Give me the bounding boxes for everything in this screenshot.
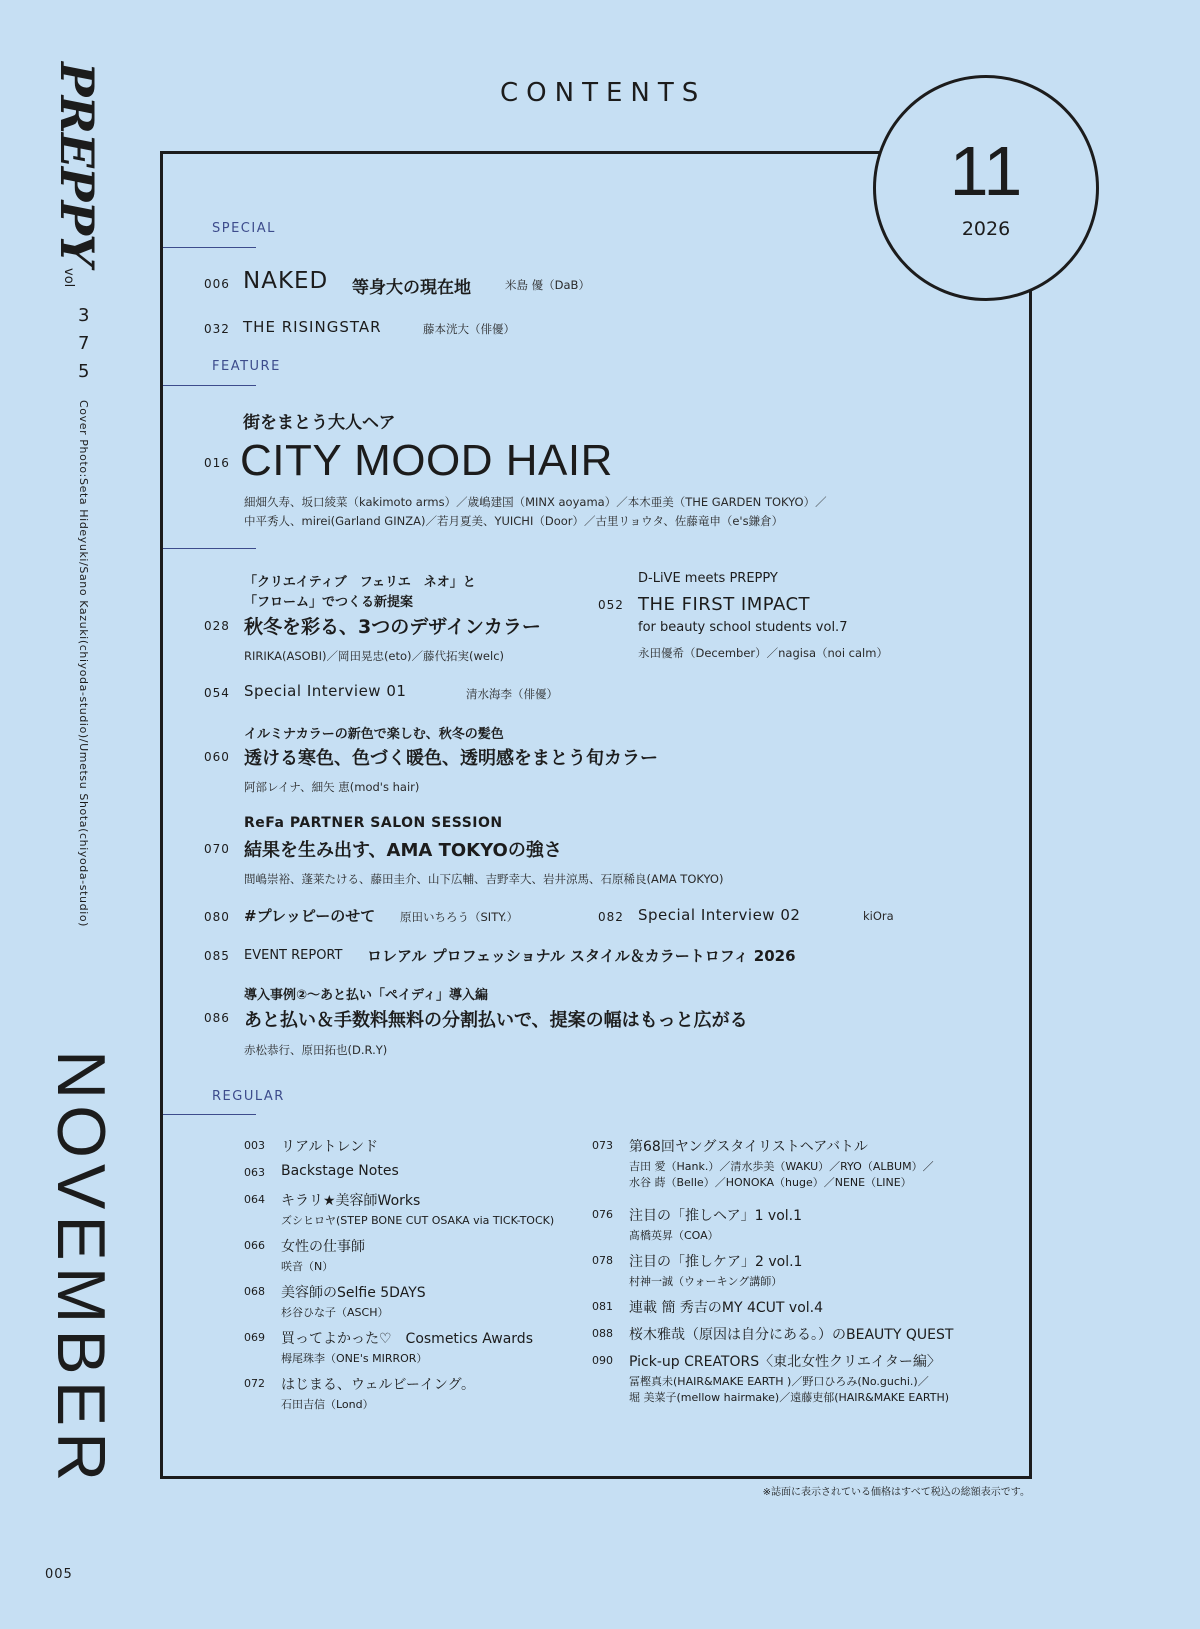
regular-title[interactable]: 注目の「推しヘア」1 vol.1: [629, 1208, 803, 1224]
regular-number: 068: [244, 1285, 265, 1298]
item-number: 052: [598, 598, 624, 612]
issue-year: 2026: [961, 218, 1011, 240]
section-label-regular: REGULAR: [212, 1089, 285, 1104]
regular-credit: 髙橋英昇（COA）: [629, 1229, 719, 1242]
regular-title[interactable]: 買ってよかった♡ Cosmetics Awards: [281, 1331, 533, 1347]
page-title: CONTENTS: [500, 78, 707, 108]
regular-credit: 杉谷ひな子（ASCH）: [281, 1306, 389, 1319]
regular-number: 069: [244, 1331, 265, 1344]
regular-number: 090: [592, 1354, 613, 1367]
item-credit: 細畑久寿、坂口綾菜（kakimoto arms）／歳嶋建国（MINX aoyama）／本木亜美（THE GARDEN TOKYO）／: [244, 495, 827, 509]
item-number: 006: [204, 277, 230, 291]
item-credit: 阿部レイナ、細矢 恵(mod's hair): [244, 780, 420, 794]
regular-title[interactable]: 桜木雅哉（原因は自分にある。）のBEAUTY QUEST: [629, 1327, 954, 1343]
regular-number: 076: [592, 1208, 613, 1221]
regular-number: 066: [244, 1239, 265, 1252]
item-title[interactable]: 秋冬を彩る、3つのデザインカラー: [244, 616, 541, 638]
regular-title[interactable]: 第68回ヤングスタイリストヘアバトル: [629, 1139, 868, 1155]
item-number: 016: [204, 456, 230, 470]
item-credit: 藤本洸大（俳優）: [423, 322, 515, 336]
regular-title[interactable]: Backstage Notes: [281, 1163, 399, 1179]
regular-title[interactable]: はじまる、ウェルビーイング。: [281, 1377, 476, 1393]
item-number: 060: [204, 750, 230, 764]
item-number: 082: [598, 910, 624, 924]
item-credit: 赤松恭行、原田拓也(D.R.Y): [244, 1043, 388, 1057]
regular-credit: 村神一誠（ウォーキング講師）: [629, 1275, 783, 1288]
item-kicker: EVENT REPORT: [244, 948, 343, 963]
issue-badge: [873, 75, 1099, 301]
item-title[interactable]: #プレッピーのせて: [244, 907, 376, 925]
item-credit: kiOra: [863, 909, 894, 923]
magazine-logo: PREPPY: [50, 62, 104, 266]
regular-credit: 栂尾珠李（ONE's MIRROR）: [281, 1352, 428, 1365]
item-credit: 間嶋崇裕、蓬莱たける、藤田圭介、山下広輔、吉野幸大、岩井涼馬、石原稀良(AMA TOKYO): [244, 872, 724, 886]
item-number: 028: [204, 619, 230, 633]
item-credit: 清水海李（俳優）: [466, 687, 558, 701]
item-title[interactable]: ロレアル プロフェッショナル スタイル＆カラートロフィ 2026: [367, 947, 796, 965]
item-credit: 米島 優（DaB）: [505, 278, 590, 292]
item-number: 070: [204, 842, 230, 856]
item-subtitle: for beauty school students vol.7: [638, 620, 848, 635]
section-rule: [163, 1114, 256, 1115]
item-title[interactable]: THE FIRST IMPACT: [638, 594, 811, 615]
vol-label: vol: [61, 268, 76, 288]
regular-number: 078: [592, 1254, 613, 1267]
regular-title[interactable]: 注目の「推しケア」2 vol.1: [629, 1254, 803, 1270]
item-title[interactable]: Special Interview 01: [244, 682, 407, 700]
regular-credit: 吉田 愛（Hank.）／清水歩美（WAKU）／RYO（ALBUM）／: [629, 1160, 934, 1173]
regular-number: 073: [592, 1139, 613, 1152]
item-number: 054: [204, 686, 230, 700]
section-rule: [163, 385, 256, 386]
item-kicker: D-LiVE meets PREPPY: [638, 571, 778, 586]
item-number: 032: [204, 322, 230, 336]
issue-month: NOVEMBER: [43, 1050, 119, 1488]
item-kicker: 導入事例②～あと払い「ペイディ」導入編: [244, 988, 488, 1003]
tax-note: ※誌面に表示されている価格はすべて税込の総額表示です。: [762, 1487, 1030, 1498]
regular-title[interactable]: キラリ★美容師Works: [281, 1193, 421, 1209]
section-label-special: SPECIAL: [212, 221, 276, 236]
regular-number: 088: [592, 1327, 613, 1340]
vol-digit: 3: [78, 305, 90, 326]
item-credit: RIRIKA(ASOBI)／岡田晃忠(eto)／藤代拓実(welc): [244, 649, 505, 663]
regular-number: 072: [244, 1377, 265, 1390]
section-rule: [163, 247, 256, 248]
issue-number: 11: [949, 132, 1023, 210]
regular-credit: 冨樫真未(HAIR&MAKE EARTH )／野口ひろみ(No.guchi.)／: [629, 1375, 929, 1388]
regular-credit: 水谷 蒔（Belle）／HONOKA（huge）／NENE（LINE）: [629, 1176, 912, 1189]
regular-number: 064: [244, 1193, 265, 1206]
regular-number: 081: [592, 1300, 613, 1313]
feature-title[interactable]: CITY MOOD HAIR: [240, 436, 613, 485]
item-kicker: 「クリエイティブ フェリエ ネオ」と: [244, 575, 476, 590]
regular-number: 063: [244, 1166, 265, 1179]
regular-credit: 堀 美菜子(mellow hairmake)／遠藤吏郁(HAIR&MAKE EARTH): [629, 1391, 950, 1404]
section-rule: [163, 548, 256, 549]
regular-credit: ズシヒロヤ(STEP BONE CUT OSAKA via TICK-TOCK): [281, 1214, 555, 1227]
item-credit: 中平秀人、mirei(Garland GINZA)／若月夏美、YUICHI（Door）／古里リョウタ、佐藤竜申（e's鎌倉）: [244, 514, 784, 528]
item-kicker: 「フローム」でつくる新提案: [244, 595, 414, 610]
regular-title[interactable]: Pick-up CREATORS〈東北女性クリエイター編〉: [629, 1354, 941, 1370]
cover-credit: Cover Photo:Seta Hideyuki/Sano Kazuki(chiyoda-studio)/Umetsu Shota(chiyoda-studio): [77, 400, 90, 928]
regular-title[interactable]: リアルトレンド: [281, 1139, 379, 1155]
section-label-feature: FEATURE: [212, 359, 281, 374]
item-number: 080: [204, 910, 230, 924]
item-kicker: イルミナカラーの新色で楽しむ、秋冬の髪色: [244, 727, 504, 742]
item-number: 086: [204, 1011, 230, 1025]
page-number: 005: [45, 1567, 73, 1582]
regular-title[interactable]: 女性の仕事師: [281, 1239, 365, 1255]
vol-digit: 7: [78, 333, 90, 354]
item-title[interactable]: Special Interview 02: [638, 906, 801, 924]
item-credit: 原田いちろう（SITY.）: [400, 910, 519, 924]
item-subtitle: 等身大の現在地: [352, 278, 471, 298]
item-title[interactable]: THE RISINGSTAR: [243, 318, 382, 336]
item-title[interactable]: あと払い＆手数料無料の分割払いで、提案の幅はもっと広がる: [244, 1010, 748, 1031]
vol-digit: 5: [78, 361, 90, 382]
item-title[interactable]: 透ける寒色、色づく暖色、透明感をまとう旬カラー: [244, 748, 658, 769]
regular-credit: 咲音（N）: [281, 1260, 334, 1273]
item-title[interactable]: NAKED: [243, 268, 329, 294]
regular-title[interactable]: 連載 簡 秀吉のMY 4CUT vol.4: [629, 1300, 824, 1316]
item-title[interactable]: 結果を生み出す、AMA TOKYOの強さ: [244, 840, 562, 861]
item-credit: 永田優希（December）／nagisa（noi calm）: [638, 646, 888, 660]
item-kicker: ReFa PARTNER SALON SESSION: [244, 815, 503, 831]
regular-number: 003: [244, 1139, 265, 1152]
feature-kicker: 街をまとう大人ヘア: [243, 413, 396, 433]
item-number: 085: [204, 949, 230, 963]
regular-title[interactable]: 美容師のSelfie 5DAYS: [281, 1285, 426, 1301]
regular-credit: 石田吉信（Lond）: [281, 1398, 374, 1411]
